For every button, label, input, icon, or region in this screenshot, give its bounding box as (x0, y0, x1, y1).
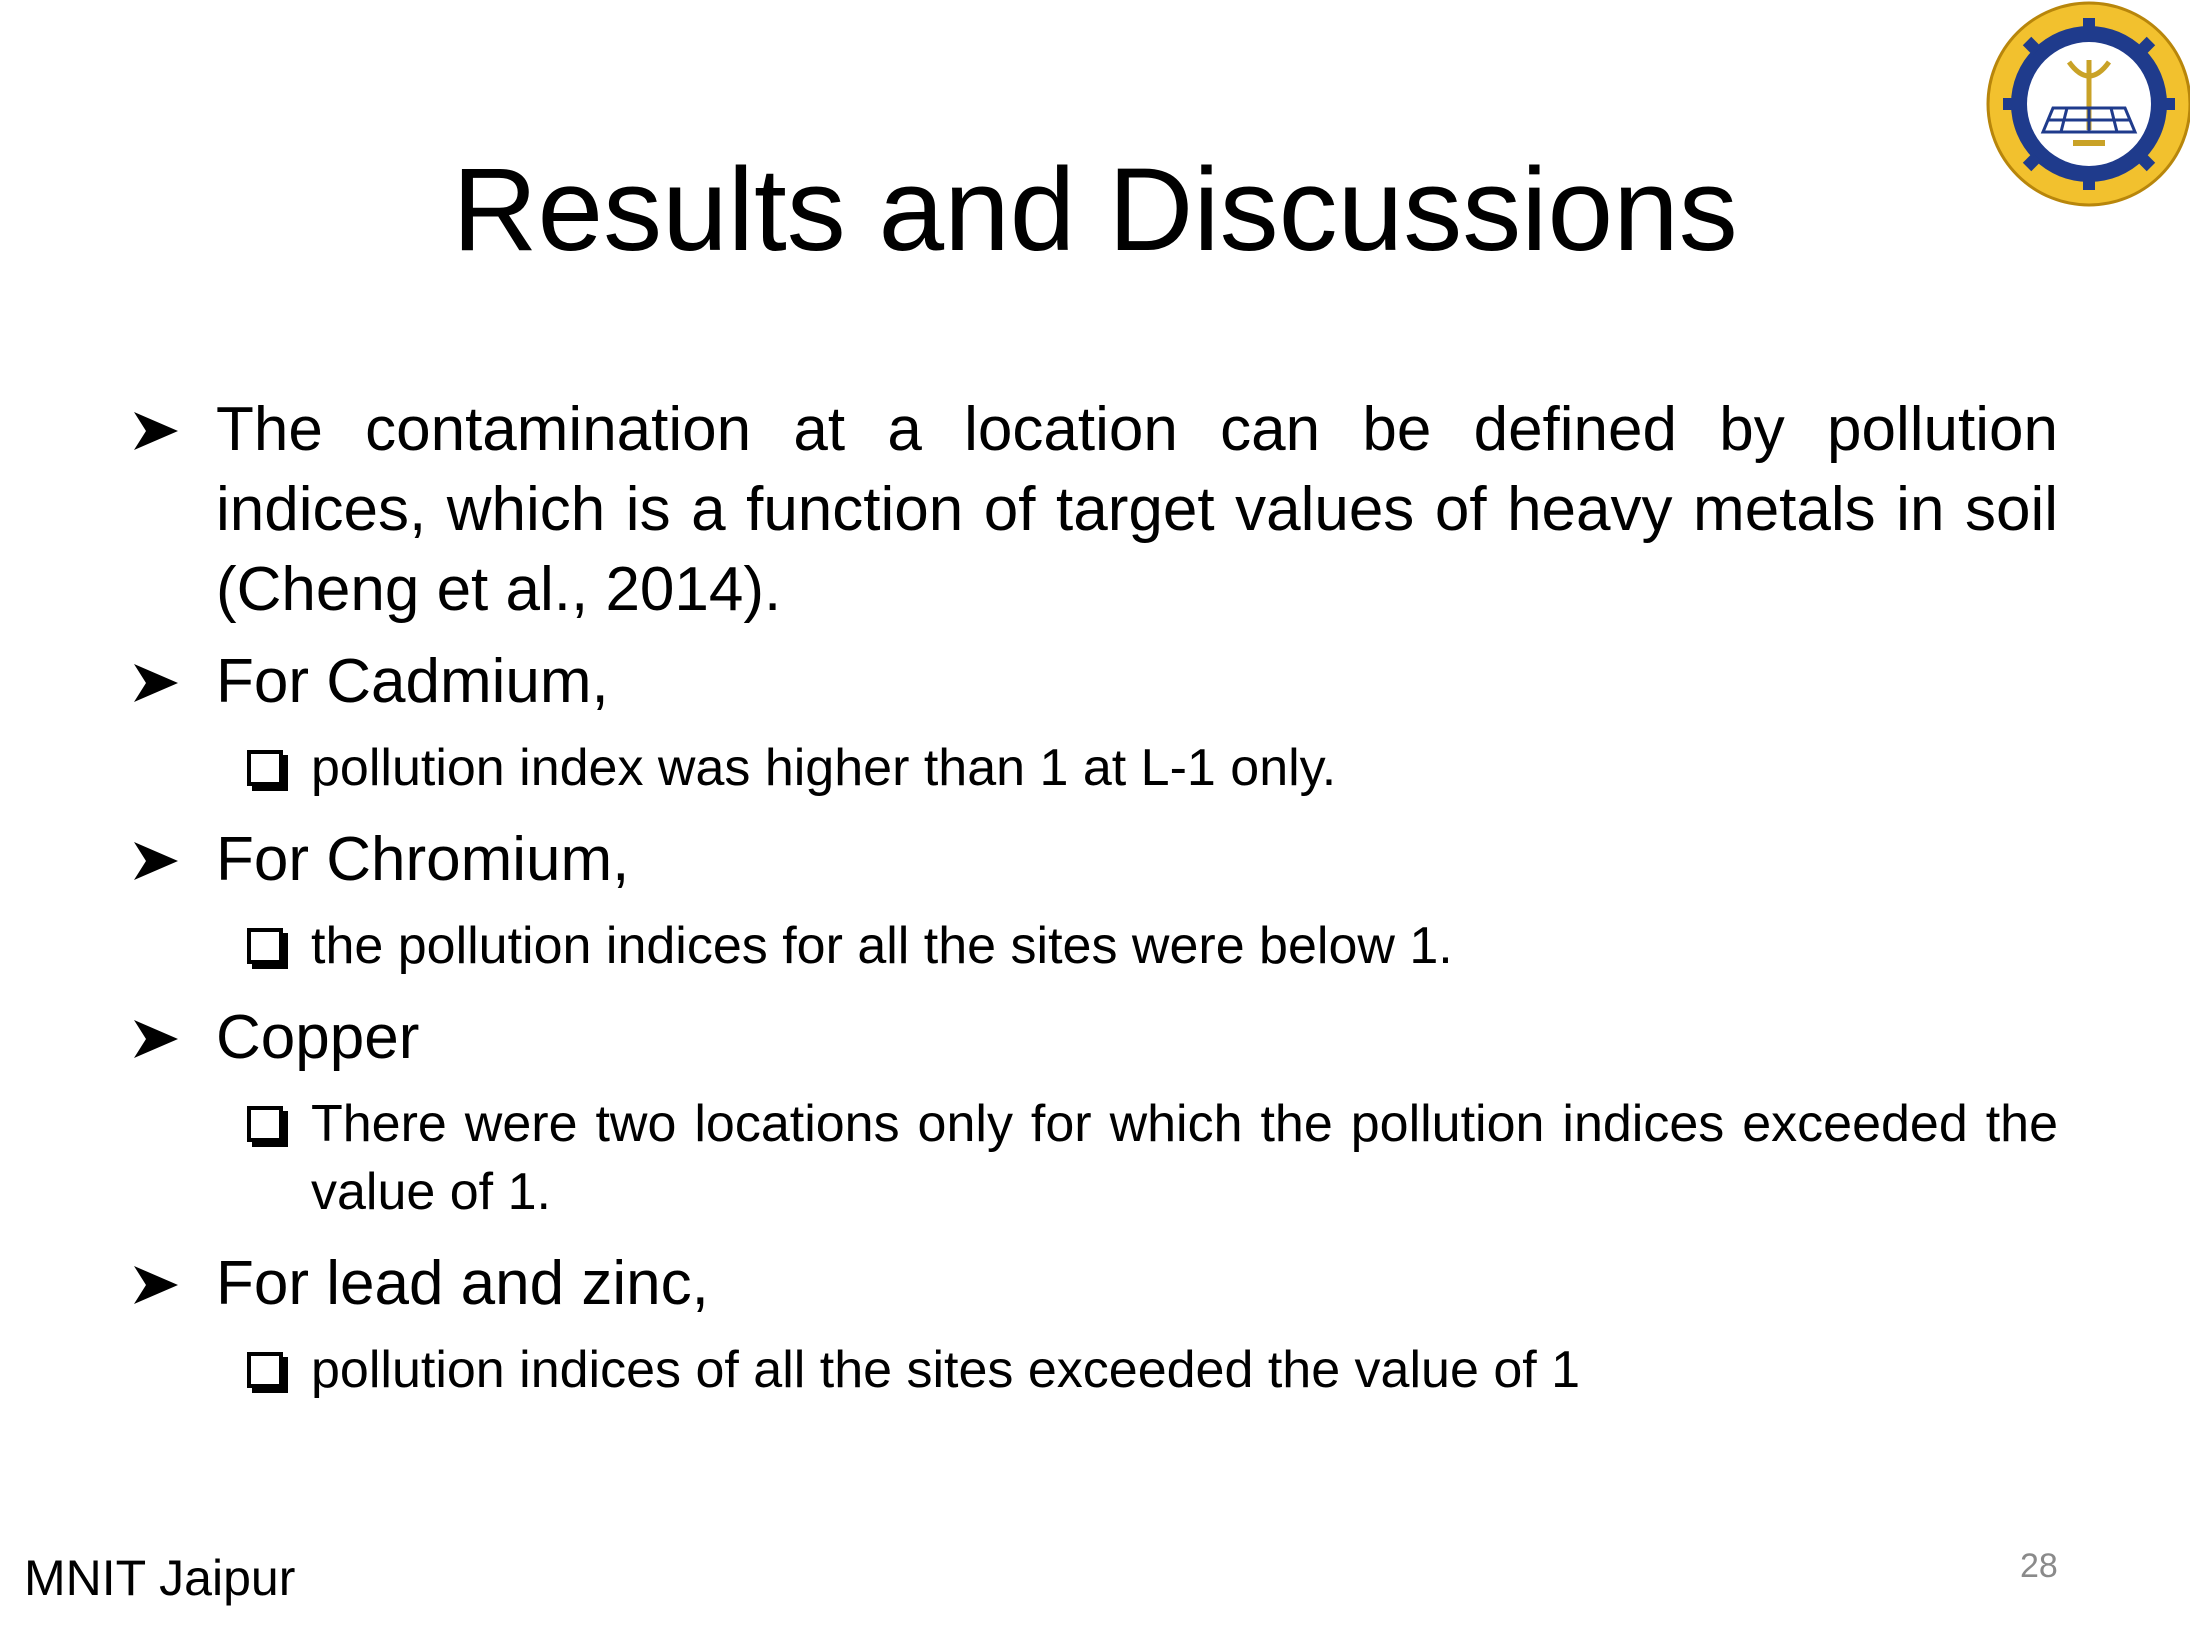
bullet-item (130, 998, 2058, 1078)
bullet-item (130, 642, 2058, 722)
arrow-bullet-icon (130, 408, 182, 454)
sub-bullet-text: There were two locations only for which the pollution indices exceeded the value of 1. (311, 1095, 2058, 1221)
sub-bullet-text: pollution indices of all the sites exceeded the value of 1 (311, 1341, 1581, 1399)
slide-title: Results and Discussions (452, 144, 1738, 276)
footer-institution: MNIT Jaipur (24, 1550, 296, 1606)
bullet-text: For Cadmium, (216, 647, 609, 716)
arrow-bullet-icon (130, 838, 182, 884)
checkbox-bullet-icon (247, 750, 283, 786)
checkbox-bullet-icon (247, 1352, 283, 1388)
bullet-text: The contamination at a location can be defined by pollution indices, which is a function of target values of heavy metals in soil (Cheng et al., 2014). (216, 395, 2058, 624)
sub-bullet-item (130, 734, 2058, 802)
checkbox-bullet-icon (247, 1106, 283, 1142)
sub-bullet-text: pollution index was higher than 1 at L-1 only. (311, 739, 1337, 797)
page-number: 28 (2020, 1547, 2058, 1585)
bullet-item (130, 1244, 2058, 1324)
bullet-text: Copper (216, 1003, 420, 1072)
bullet-list (130, 390, 2058, 1404)
arrow-bullet-icon (130, 1262, 182, 1308)
arrow-bullet-icon (130, 1016, 182, 1062)
sub-bullet-item (130, 912, 2058, 980)
sub-bullet-item (130, 1336, 2058, 1404)
bullet-item (130, 390, 2058, 630)
sub-bullet-text: the pollution indices for all the sites were below 1. (311, 917, 1453, 975)
bullet-text: For Chromium, (216, 825, 630, 894)
bullet-item (130, 820, 2058, 900)
bullet-text: For lead and zinc, (216, 1249, 709, 1318)
arrow-bullet-icon (130, 660, 182, 706)
checkbox-bullet-icon (247, 928, 283, 964)
sub-bullet-item (130, 1090, 2058, 1226)
